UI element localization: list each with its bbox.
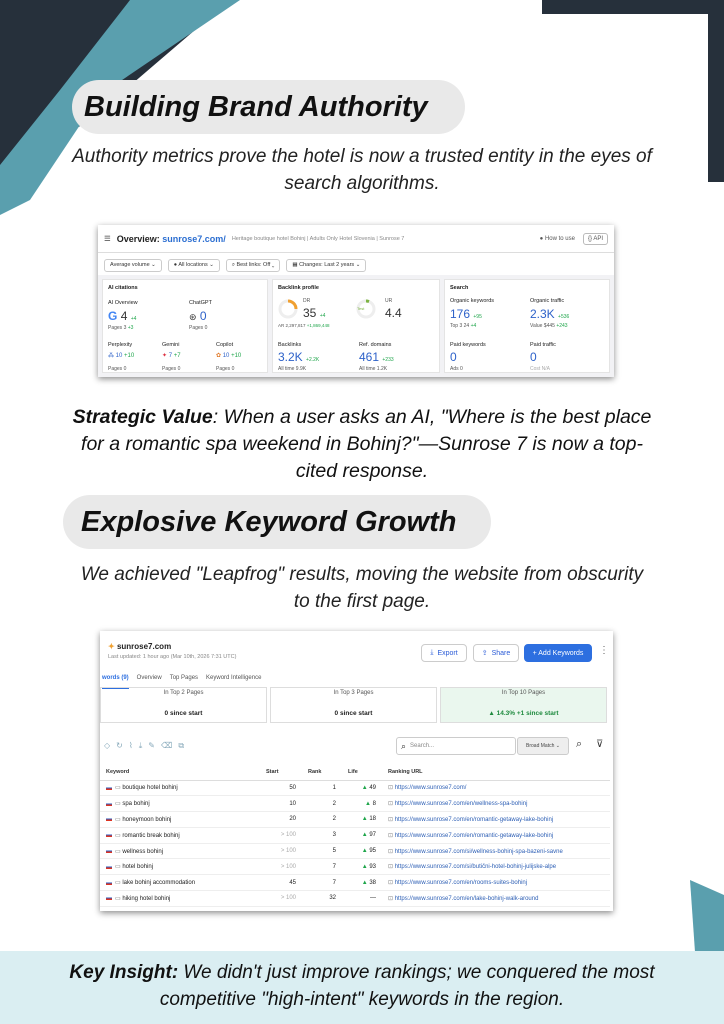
- rank-cell: 7: [302, 875, 342, 891]
- start-cell: > 100: [260, 843, 302, 859]
- search-input[interactable]: ⌕ Search...: [396, 737, 516, 755]
- overview-subtitle: Heritage boutique hotel Bohinj | Adults Only Hotel Slovenia | Sunrose 7: [231, 235, 405, 242]
- lock-icon: ⊡: [388, 895, 394, 902]
- table-row[interactable]: [100, 843, 610, 859]
- perplexity-icon: ⁂: [108, 353, 114, 359]
- search-button[interactable]: ⌕: [576, 738, 583, 750]
- table-row[interactable]: [100, 827, 610, 843]
- url-cell[interactable]: ⊡ https://www.sunrose7.com/en/lake-bohinj-walk-around: [382, 891, 610, 907]
- share-icon: ⇪: [481, 650, 488, 657]
- backlinks-all-time: All time 9.9K: [278, 366, 307, 372]
- organic-traffic-label: Organic traffic: [530, 298, 565, 304]
- tab-top-pages[interactable]: Top Pages: [169, 675, 199, 681]
- how-to-use-link[interactable]: ● How to use: [539, 235, 575, 242]
- sun-icon: ✦: [108, 642, 115, 651]
- lock-icon: ⊡: [388, 832, 394, 839]
- col-ranking-url[interactable]: Ranking URL: [382, 765, 610, 780]
- rank-tracker-header: [100, 631, 613, 671]
- copilot-icon: ✿: [216, 353, 222, 359]
- flag-icon: [106, 802, 112, 806]
- chatgpt-icon: ⊛: [189, 312, 197, 322]
- rank-cell: 7: [302, 859, 342, 875]
- device-icon: ▭: [115, 895, 121, 902]
- gemini-label: Gemini: [162, 342, 180, 348]
- rank-cell: 1: [302, 780, 342, 796]
- chatgpt-value: ⊛ 0: [189, 309, 207, 323]
- traffic-value: Value $445 +243: [530, 323, 568, 329]
- keywords-table: [100, 765, 610, 907]
- flag-icon: [106, 817, 112, 821]
- search-heading: Search: [450, 285, 469, 291]
- start-cell: 45: [260, 875, 302, 891]
- overview-header: [98, 225, 614, 253]
- ar-value: AR 2,297,817 +1,869,448: [278, 323, 330, 328]
- col-keyword[interactable]: Keyword: [100, 765, 260, 780]
- organic-keywords-value: 176 +95: [450, 307, 482, 321]
- lock-icon: ⊡: [388, 801, 394, 808]
- top10-box: In Top 10 Pages ▲ 14.3% +1 since start: [440, 687, 607, 723]
- ads-value: Ads 0: [450, 366, 463, 372]
- search-panel: [444, 279, 610, 373]
- top3-value: Top 3 24 +4: [450, 323, 477, 329]
- life-cell: ▲ 95: [342, 843, 382, 859]
- test-badge: Test: [357, 306, 365, 311]
- perplexity-label: Perplexity: [108, 342, 133, 348]
- chatgpt-label: ChatGPT: [189, 300, 212, 306]
- device-icon: ▭: [115, 785, 121, 792]
- url-cell[interactable]: ⊡ https://www.sunrose7.com/si/butični-hotel-bohinj-julijske-alpe: [382, 859, 610, 875]
- col-start[interactable]: Start: [260, 765, 302, 780]
- section-title-keyword-growth: [63, 495, 491, 549]
- section-title-text: Building Brand Authority: [84, 90, 428, 123]
- gemini-icon: ✦: [162, 353, 168, 359]
- keyword-cell: ▭ lake bohinj accommodation: [100, 875, 260, 891]
- strategic-value-body: : When a user asks an AI, "Where is the best place for a romantic spa weekend in Bohinj?"—Sunrose 7 is now a top-cited response.: [81, 406, 652, 482]
- col-rank[interactable]: Rank: [302, 765, 342, 780]
- rank-cell: 32: [302, 891, 342, 907]
- domain-title: ✦ sunrose7.com: [108, 642, 172, 651]
- lock-icon: ⊡: [388, 880, 394, 887]
- section-intro: Authority metrics prove the hotel is now a trusted entity in the eyes of search algorithms.: [72, 146, 652, 194]
- table-row[interactable]: [100, 796, 610, 812]
- tab-overview[interactable]: Overview: [136, 675, 162, 681]
- table-row[interactable]: [100, 859, 610, 875]
- rank-cell: 2: [302, 812, 342, 828]
- copilot-value: ✿ 10 +10: [216, 353, 242, 359]
- life-cell: ▲ 49: [342, 780, 382, 796]
- table-row[interactable]: [100, 875, 610, 891]
- backlink-heading: Backlink profile: [278, 285, 319, 291]
- keyword-cell: ▭ romantic break bohinj: [100, 827, 260, 843]
- table-row[interactable]: [100, 891, 610, 907]
- share-button[interactable]: ⇪ Share: [473, 644, 519, 662]
- refdomains-value: 461 +233: [359, 350, 394, 364]
- paid-keywords-value: 0: [450, 350, 457, 364]
- dr-value: 35 +4: [303, 306, 326, 320]
- lock-icon: ⊡: [388, 848, 394, 855]
- ai-citations-panel: [102, 279, 268, 373]
- strategic-value-text: [70, 404, 654, 485]
- life-cell: ▲ 8: [342, 796, 382, 812]
- perplexity-pages: Pages 0: [108, 366, 127, 372]
- key-insight-text: [40, 959, 684, 1013]
- life-cell: ▲ 38: [342, 875, 382, 891]
- summary-boxes: [100, 687, 607, 723]
- perplexity-value: ⁂ 10 +10: [108, 353, 135, 359]
- life-cell: —: [342, 891, 382, 907]
- filter-icon[interactable]: ⊽: [596, 739, 604, 750]
- chatgpt-pages: Pages 0: [189, 325, 208, 331]
- dr-gauge-icon: [277, 298, 299, 320]
- copilot-label: Copilot: [216, 342, 234, 348]
- ur-label: UR: [385, 298, 393, 304]
- backlinks-label: Backlinks: [278, 342, 302, 348]
- download-icon: ⤓: [430, 649, 434, 656]
- section-intro: We achieved "Leapfrog" results, moving the website from obscurity to the first page.: [80, 564, 644, 612]
- key-insight-banner: [0, 951, 724, 1024]
- backlink-profile-panel: [272, 279, 440, 373]
- match-dropdown[interactable]: Broad Match ⌄: [517, 737, 569, 755]
- keyword-cell: ▭ honeymoon bohinj: [100, 812, 260, 828]
- ai-overview-pages: Pages 3 +3: [108, 325, 134, 331]
- url-cell[interactable]: ⊡ https://www.sunrose7.com/si/wellness-bohinj-spa-bazeni-savne: [382, 843, 610, 859]
- filter-best-links[interactable]: ⌕ Best links: Off ⌄: [226, 259, 281, 272]
- device-icon: ▭: [115, 816, 121, 823]
- toolbar: [100, 737, 613, 759]
- ai-citations-heading: AI citations: [108, 285, 138, 291]
- url-cell[interactable]: ⊡ https://www.sunrose7.com/en/wellness-spa-bohinj: [382, 796, 610, 812]
- overview-title: Overview: sunrose7.com/: [116, 233, 226, 244]
- cost-value: Cost N/A: [530, 366, 551, 372]
- flag-icon: [106, 865, 112, 869]
- dr-label: DR: [303, 298, 311, 304]
- url-cell[interactable]: ⊡ https://www.sunrose7.com/: [382, 780, 610, 796]
- rank-tracker-screenshot: [100, 631, 613, 911]
- organic-keywords-label: Organic keywords: [450, 298, 495, 304]
- organic-traffic-value: 2.3K +536: [530, 307, 570, 321]
- add-keywords-button[interactable]: + Add Keywords: [524, 644, 592, 662]
- url-cell[interactable]: ⊡ https://www.sunrose7.com/en/romantic-getaway-lake-bohinj: [382, 812, 610, 828]
- flag-icon: [106, 833, 112, 837]
- device-icon: ▭: [115, 880, 121, 887]
- api-button[interactable]: {} API: [583, 233, 608, 245]
- start-cell: > 100: [260, 827, 302, 843]
- top2-box: In Top 2 Pages 0 since start: [100, 687, 267, 723]
- filter-locations[interactable]: ● All locations ⌄: [168, 259, 220, 272]
- device-icon: ▭: [115, 848, 121, 855]
- toolbar-icons[interactable]: ◇↻⌇⤓✎⌫⧉: [104, 741, 191, 750]
- flag-icon: [106, 786, 112, 790]
- life-cell: ▲ 97: [342, 827, 382, 843]
- start-cell: > 100: [260, 891, 302, 907]
- gemini-pages: Pages 0: [162, 366, 181, 372]
- flag-icon: [106, 881, 112, 885]
- tab-keywords[interactable]: words (9): [102, 675, 129, 689]
- col-life[interactable]: Life: [342, 765, 382, 780]
- flag-icon: [106, 849, 112, 853]
- copilot-pages: Pages 0: [216, 366, 235, 372]
- device-icon: ▭: [115, 864, 121, 871]
- search-icon: ⌕: [401, 740, 407, 751]
- lock-icon: ⊡: [388, 816, 394, 823]
- keyword-cell: ▭ wellness bohinj: [100, 843, 260, 859]
- ai-overview-label: AI Overview: [108, 300, 138, 306]
- filter-volume[interactable]: Average volume ⌄: [104, 259, 162, 272]
- url-cell[interactable]: ⊡ https://www.sunrose7.com/en/romantic-getaway-lake-bohinj: [382, 827, 610, 843]
- start-cell: 10: [260, 796, 302, 812]
- google-icon: G: [108, 309, 118, 323]
- overview-screenshot: [98, 225, 614, 377]
- key-insight-label: Key Insight:: [69, 962, 179, 983]
- strategic-value-label: Strategic Value: [72, 406, 213, 428]
- keyword-cell: ▭ hiking hotel bohinj: [100, 891, 260, 907]
- start-cell: 50: [260, 780, 302, 796]
- tab-keyword-intelligence[interactable]: Keyword Intelligence: [206, 675, 262, 681]
- paid-traffic-value: 0: [530, 350, 537, 364]
- start-cell: > 100: [260, 859, 302, 875]
- device-icon: ▭: [115, 801, 121, 808]
- paid-traffic-label: Paid traffic: [530, 342, 556, 348]
- more-options-icon[interactable]: ⋮: [599, 645, 609, 656]
- export-button[interactable]: ⤓ Export: [421, 644, 467, 662]
- rank-cell: 3: [302, 827, 342, 843]
- top3-box: In Top 3 Pages 0 since start: [270, 687, 437, 723]
- paid-keywords-label: Paid keywords: [450, 342, 486, 348]
- filter-changes[interactable]: ▦ Changes: Last 2 years ⌄: [286, 259, 366, 272]
- keyword-cell: ▭ spa bohinj: [100, 796, 260, 812]
- menu-icon: ☰: [104, 234, 111, 243]
- keyword-cell: ▭ hotel bohinj: [100, 859, 260, 875]
- rank-cell: 2: [302, 796, 342, 812]
- section-title-text: Explosive Keyword Growth: [81, 505, 457, 538]
- life-cell: ▲ 18: [342, 812, 382, 828]
- lock-icon: ⊡: [388, 864, 394, 871]
- refdomains-label: Ref. domains: [359, 342, 392, 348]
- flag-icon: [106, 896, 112, 900]
- keyword-cell: ▭ boutique hotel bohinj: [100, 780, 260, 796]
- gemini-value: ✦ 7 +7: [162, 353, 181, 359]
- refdomains-all-time: All time 1.2K: [359, 366, 388, 372]
- section-title-brand-authority: [72, 80, 465, 134]
- table-row[interactable]: [100, 780, 610, 796]
- table-row[interactable]: [100, 812, 610, 828]
- life-cell: ▲ 93: [342, 859, 382, 875]
- url-cell[interactable]: ⊡ https://www.sunrose7.com/en/rooms-suites-bohinj: [382, 875, 610, 891]
- key-insight-body: We didn't just improve rankings; we conquered the most competitive "high-intent" keywords in the region.: [159, 962, 655, 1010]
- lock-icon: ⊡: [388, 785, 394, 792]
- device-icon: ▭: [115, 832, 121, 839]
- ai-overview-value: G 4 +4: [108, 309, 137, 323]
- ur-value: 4.4: [385, 306, 402, 320]
- last-updated: Last updated: 1 hour ago (Mar 10th, 2026 7:31 UTC): [108, 654, 237, 660]
- backlinks-value: 3.2K +2.2K: [278, 350, 320, 364]
- rank-cell: 5: [302, 843, 342, 859]
- start-cell: 20: [260, 812, 302, 828]
